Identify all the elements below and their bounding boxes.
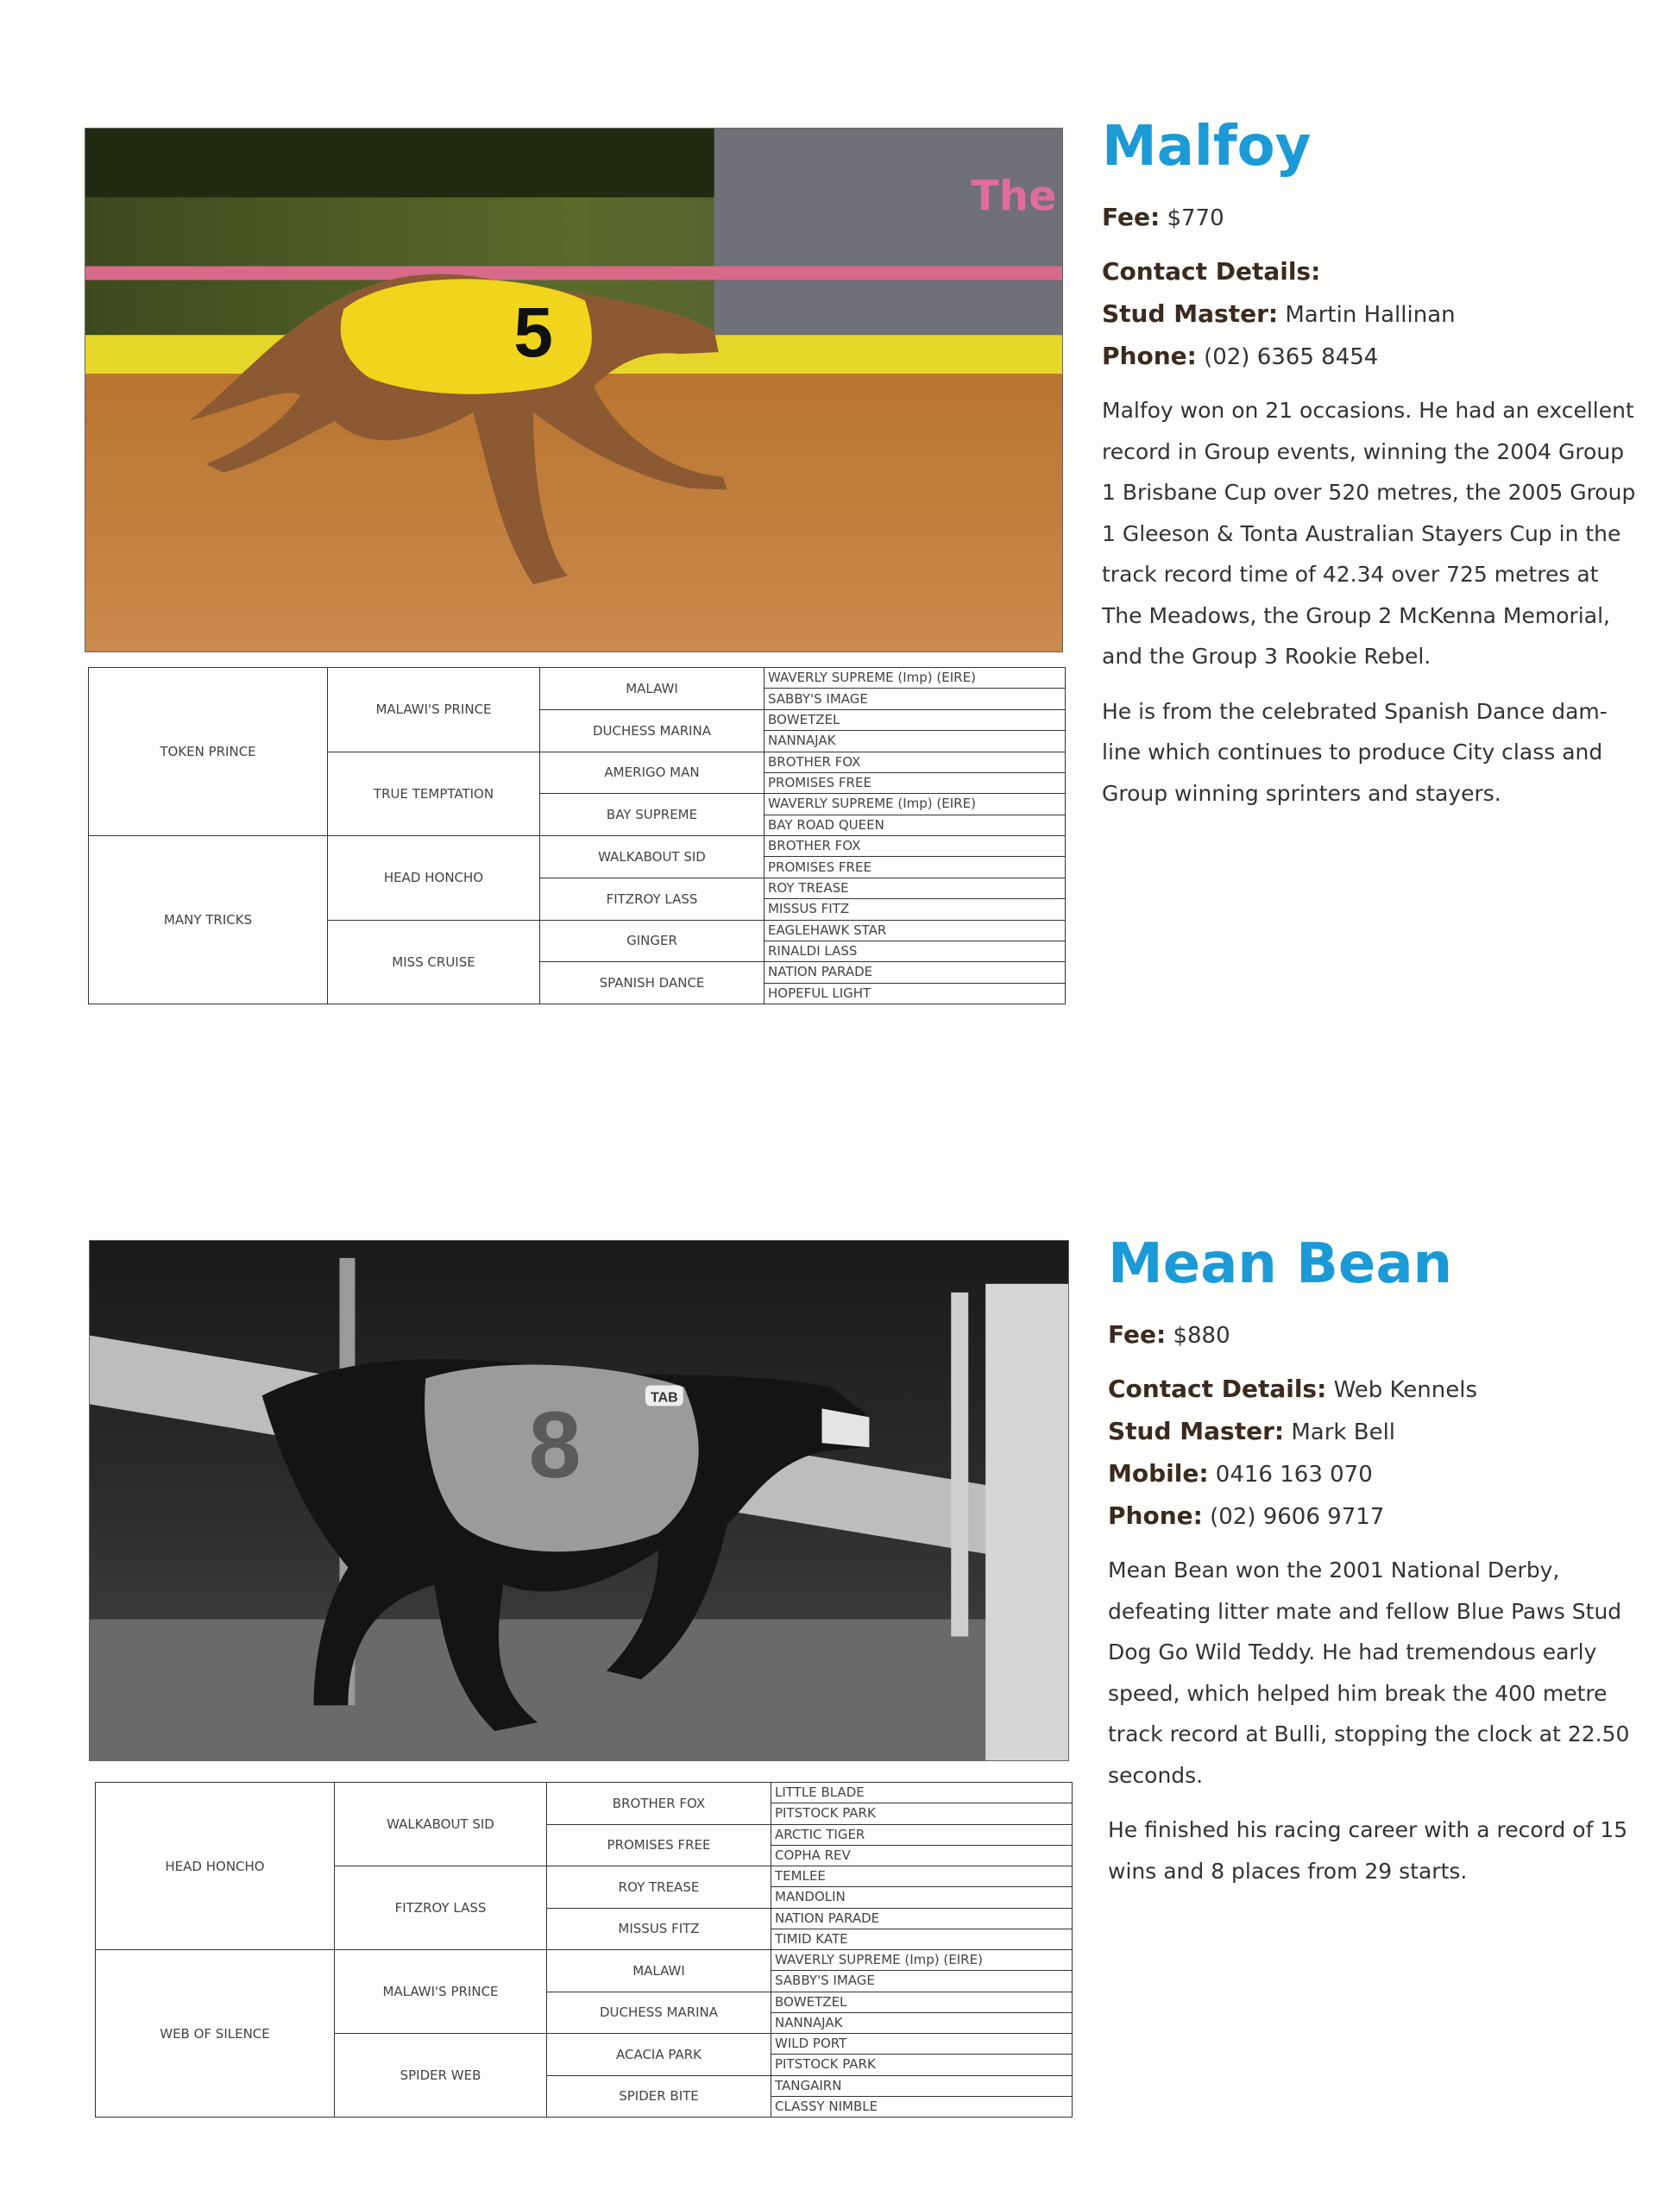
stud-master-line bbox=[1108, 1411, 1643, 1453]
contact-line bbox=[1108, 1369, 1643, 1411]
pedigree-great-grandparent: MISSUS FITZ bbox=[547, 1908, 771, 1950]
phone-line bbox=[1102, 336, 1637, 378]
fee-value: $770 bbox=[1167, 205, 1224, 231]
pedigree-grandparent: MALAWI'S PRINCE bbox=[328, 668, 540, 752]
pedigree-ancestor: BROTHER FOX bbox=[764, 752, 1066, 772]
pedigree-ancestor: BAY ROAD QUEEN bbox=[764, 815, 1066, 835]
pedigree-ancestor: ARCTIC TIGER bbox=[771, 1824, 1073, 1845]
pedigree-great-grandparent: GINGER bbox=[540, 920, 764, 962]
pedigree-ancestor: LITTLE BLADE bbox=[771, 1783, 1073, 1803]
pedigree-grandparent: SPIDER WEB bbox=[335, 2034, 547, 2118]
fee-line bbox=[1102, 197, 1637, 239]
description-paragraph: He is from the celebrated Spanish Dance dam-line which continues to produce City class and Group winning sprinters and stayers. bbox=[1102, 698, 1608, 806]
fee-value: $880 bbox=[1173, 1323, 1230, 1349]
pedigree-great-grandparent: DUCHESS MARINA bbox=[547, 1992, 771, 2034]
race-number: 5 bbox=[513, 293, 553, 373]
pedigree-ancestor: NATION PARADE bbox=[764, 962, 1066, 983]
pedigree-grandparent: WALKABOUT SID bbox=[335, 1783, 547, 1866]
stud-master-label: Stud Master: bbox=[1108, 1417, 1285, 1445]
pedigree-grandparent: HEAD HONCHO bbox=[328, 836, 540, 921]
racing-jacket bbox=[341, 279, 592, 393]
pedigree-grandparent: MISS CRUISE bbox=[328, 920, 540, 1004]
pedigree-dam: WEB OF SILENCE bbox=[96, 1950, 335, 2118]
racing-photo bbox=[85, 128, 1063, 652]
pedigree-ancestor: WAVERLY SUPREME (Imp) (EIRE) bbox=[771, 1950, 1073, 1971]
pedigree-grandparent: TRUE TEMPTATION bbox=[328, 752, 540, 836]
fee-label: Fee: bbox=[1108, 1320, 1167, 1349]
pedigree-great-grandparent: ROY TREASE bbox=[547, 1866, 771, 1909]
pedigree-sire: HEAD HONCHO bbox=[96, 1783, 335, 1950]
pedigree-ancestor: BROTHER FOX bbox=[764, 836, 1066, 857]
description-paragraph: He finished his racing career with a record of 15 wins and 8 places from 29 starts. bbox=[1108, 1817, 1628, 1884]
pedigree-great-grandparent: MALAWI bbox=[547, 1950, 771, 1992]
pedigree-great-grandparent: ACACIA PARK bbox=[547, 2034, 771, 2076]
pedigree-ancestor: BOWETZEL bbox=[771, 1992, 1073, 2012]
pedigree-ancestor: EAGLEHAWK STAR bbox=[764, 920, 1066, 941]
pedigree-ancestor: BOWETZEL bbox=[764, 709, 1066, 730]
fee-label: Fee: bbox=[1102, 203, 1161, 231]
pedigree-grandparent: FITZROY LASS bbox=[335, 1866, 547, 1950]
pedigree-ancestor: WAVERLY SUPREME (Imp) (EIRE) bbox=[764, 668, 1066, 689]
pedigree-ancestor: WAVERLY SUPREME (Imp) (EIRE) bbox=[764, 794, 1066, 815]
pedigree-ancestor: MANDOLIN bbox=[771, 1887, 1073, 1908]
pedigree-ancestor: ROY TREASE bbox=[764, 878, 1066, 898]
tab-badge-text: TAB bbox=[651, 1390, 678, 1406]
phone-value: (02) 6365 8454 bbox=[1204, 344, 1379, 370]
phone-label: Phone: bbox=[1102, 342, 1197, 370]
mobile-line bbox=[1108, 1453, 1643, 1495]
pedigree-grandparent: MALAWI'S PRINCE bbox=[335, 1950, 547, 2034]
pedigree-ancestor: TEMLEE bbox=[771, 1866, 1073, 1887]
description-paragraph: Malfoy won on 21 occasions. He had an excellent record in Group events, winning the 2004 Group 1 Brisbane Cup over 520 metres, the 2005 Group 1 Gleeson & Tonta Australian Stayers Cup in the track record time of 42.34 over 725 metres at The Meadows, the Group 2 McKenna Memorial, and the Group 3 Rookie Rebel. bbox=[1102, 398, 1636, 669]
phone-line bbox=[1108, 1495, 1643, 1538]
pedigree-great-grandparent: WALKABOUT SID bbox=[540, 836, 764, 878]
pedigree-ancestor: PROMISES FREE bbox=[764, 772, 1066, 793]
mobile-label: Mobile: bbox=[1108, 1459, 1209, 1488]
pedigree-ancestor: NANNAJAK bbox=[771, 2012, 1073, 2033]
pedigree-great-grandparent: BAY SUPREME bbox=[540, 794, 764, 836]
pedigree-great-grandparent: DUCHESS MARINA bbox=[540, 709, 764, 752]
pedigree-sire: TOKEN PRINCE bbox=[89, 668, 328, 836]
dog-info bbox=[1102, 112, 1637, 814]
pedigree-great-grandparent: AMERIGO MAN bbox=[540, 752, 764, 794]
pedigree-ancestor: HOPEFUL LIGHT bbox=[764, 983, 1066, 1004]
pedigree-ancestor: SABBY'S IMAGE bbox=[771, 1971, 1073, 1992]
phone-value: (02) 9606 9717 bbox=[1210, 1504, 1385, 1530]
description-paragraph: Mean Bean won the 2001 National Derby, defeating litter mate and fellow Blue Paws Stud Dog Go Wild Teddy. He had tremendous early speed, which helped him break the 400 metre track record at Bulli, stopping the clock at 22.50 seconds. bbox=[1108, 1558, 1630, 1788]
pedigree-great-grandparent: PROMISES FREE bbox=[547, 1824, 771, 1866]
stud-master-label: Stud Master: bbox=[1102, 299, 1279, 328]
fee-line bbox=[1108, 1314, 1643, 1356]
contact-label: Contact Details: bbox=[1102, 257, 1321, 286]
pedigree-ancestor: TIMID KATE bbox=[771, 1929, 1073, 1949]
pedigree-table bbox=[88, 667, 1066, 1004]
stud-master-value: Martin Hallinan bbox=[1285, 302, 1456, 328]
pedigree-ancestor: PITSTOCK PARK bbox=[771, 1803, 1073, 1824]
pedigree-great-grandparent: SPIDER BITE bbox=[547, 2075, 771, 2118]
pedigree-table bbox=[95, 1782, 1073, 2118]
pedigree-ancestor: NATION PARADE bbox=[771, 1908, 1073, 1929]
pedigree-dam: MANY TRICKS bbox=[89, 836, 328, 1004]
pedigree-great-grandparent: BROTHER FOX bbox=[547, 1783, 771, 1825]
contact-label: Contact Details: bbox=[1108, 1375, 1327, 1403]
greyhound-photo-illustration bbox=[85, 129, 1062, 651]
stud-master-value: Mark Bell bbox=[1291, 1419, 1396, 1445]
dog-info bbox=[1108, 1230, 1643, 1891]
pedigree-great-grandparent: SPANISH DANCE bbox=[540, 962, 764, 1004]
pedigree-great-grandparent: FITZROY LASS bbox=[540, 878, 764, 920]
pedigree-ancestor: MISSUS FITZ bbox=[764, 899, 1066, 920]
dog-name: Malfoy bbox=[1102, 115, 1312, 179]
pedigree-ancestor: NANNAJAK bbox=[764, 731, 1066, 752]
pedigree-ancestor: WILD PORT bbox=[771, 2034, 1073, 2055]
contact-line bbox=[1102, 251, 1637, 293]
race-number: 8 bbox=[528, 1393, 582, 1499]
dog-name: Mean Bean bbox=[1108, 1232, 1453, 1296]
racing-photo bbox=[89, 1240, 1069, 1761]
pedigree-ancestor: RINALDI LASS bbox=[764, 941, 1066, 961]
stud-master-line bbox=[1102, 293, 1637, 336]
pedigree-ancestor: CLASSY NIMBLE bbox=[771, 2096, 1073, 2117]
sign-text: The bbox=[971, 173, 1057, 221]
pedigree-ancestor: COPHA REV bbox=[771, 1845, 1073, 1866]
pedigree-ancestor: PROMISES FREE bbox=[764, 857, 1066, 878]
pedigree-ancestor: PITSTOCK PARK bbox=[771, 2055, 1073, 2075]
contact-value: Web Kennels bbox=[1333, 1377, 1478, 1403]
phone-label: Phone: bbox=[1108, 1501, 1203, 1530]
pedigree-ancestor: SABBY'S IMAGE bbox=[764, 689, 1066, 709]
greyhound-photo-illustration bbox=[90, 1241, 1068, 1760]
mobile-value: 0416 163 070 bbox=[1215, 1462, 1373, 1488]
pedigree-great-grandparent: MALAWI bbox=[540, 668, 764, 710]
pedigree-ancestor: TANGAIRN bbox=[771, 2075, 1073, 2096]
